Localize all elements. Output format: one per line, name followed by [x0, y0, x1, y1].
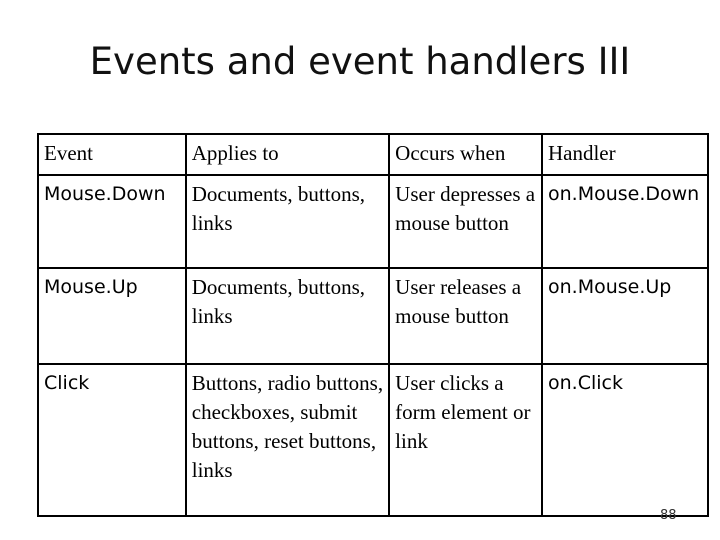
slide-title: Events and event handlers III: [89, 40, 631, 83]
cell-handler: on.Mouse.Up: [542, 268, 708, 364]
cell-event: Mouse.Down: [38, 175, 186, 268]
header-occurs-when: Occurs when: [389, 134, 542, 175]
cell-applies-to: Buttons, radio buttons, checkboxes, submit buttons, reset buttons, links: [186, 364, 389, 516]
cell-event: Mouse.Up: [38, 268, 186, 364]
table-row: [38, 364, 708, 516]
header-event: Event: [38, 134, 186, 175]
cell-occurs-when: User depresses a mouse button: [389, 175, 542, 268]
header-handler: Handler: [542, 134, 708, 175]
table-header-row: [38, 134, 708, 175]
cell-occurs-when: User releases a mouse button: [389, 268, 542, 364]
cell-handler: on.Click: [542, 364, 708, 516]
header-applies-to: Applies to: [186, 134, 389, 175]
cell-handler: on.Mouse.Down: [542, 175, 708, 268]
cell-occurs-when: User clicks a form element or link: [389, 364, 542, 516]
events-table: [37, 133, 709, 517]
cell-applies-to: Documents, buttons, links: [186, 268, 389, 364]
page-number: 88: [660, 508, 677, 523]
table-row: [38, 268, 708, 364]
cell-applies-to: Documents, buttons, links: [186, 175, 389, 268]
table-row: [38, 175, 708, 268]
cell-event: Click: [38, 364, 186, 516]
